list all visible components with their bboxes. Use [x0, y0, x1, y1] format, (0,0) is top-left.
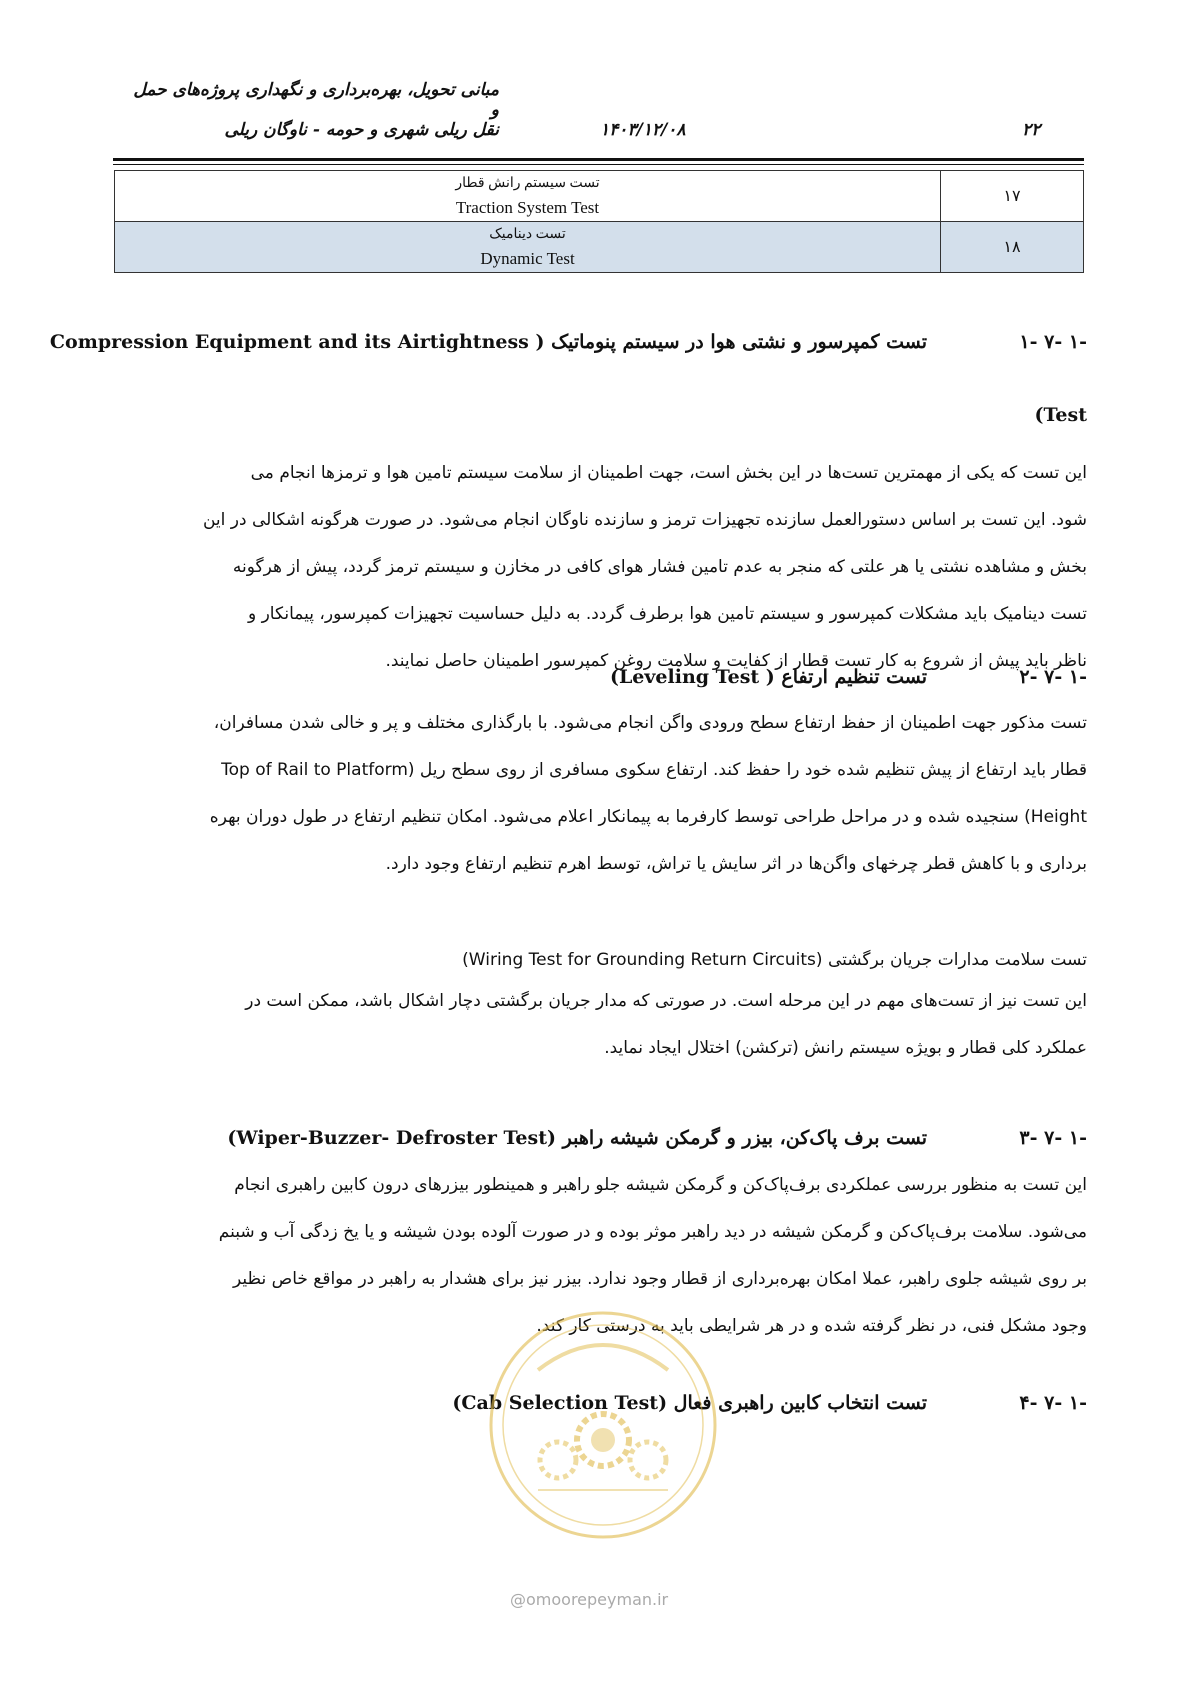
paragraph-line: تست مذکور جهت اطمینان از حفظ ارتفاع سطح ورودی واگن انجام می‌شود. با بارگذاری مختلف و پر و خالی شدن مسافران،	[213, 713, 1087, 733]
section-heading	[49, 327, 1087, 357]
section-heading	[120, 662, 1087, 692]
header-row	[0, 120, 1191, 146]
paragraph-line: وجود مشکل فنی، در نظر گرفته شده و در هر شرایطی باید به درستی کار کند.	[536, 1316, 1087, 1336]
section-number: -۱ -۷ -۳	[1019, 1127, 1087, 1149]
table-row	[115, 171, 1084, 222]
section-paragraph	[114, 700, 1087, 888]
header-date: ۱۴۰۳/۱۲/۰۸	[600, 120, 686, 140]
table-cell-fa: تست دینامیک	[489, 227, 566, 242]
table-cell-fa: تست سیستم رانش قطار	[455, 176, 600, 191]
table-cell-en: Traction System Test	[455, 198, 600, 217]
section-title: تست تنظیم ارتفاع ( Leveling Test)	[609, 666, 927, 688]
paragraph-line: شود. این تست بر اساس دستورالعمل سازنده تجهیزات ترمز و سازنده ناوگان انجام می‌شود. در صورت هرگونه اشکالی در این	[202, 510, 1087, 530]
paragraph-line: عملکرد کلی قطار و بویژه سیستم رانش (ترکشن) اختلال ایجاد نماید.	[604, 1038, 1087, 1058]
paragraph-line: این تست به منظور بررسی عملکردی برف‌پاک‌کن و گرمکن شیشه جلو راهبر و همینطور بیزرهای درون کابین راهبری انجام	[234, 1175, 1087, 1195]
section-number: -۱ -۷ -۱	[1019, 331, 1087, 353]
watermark-url: @omoorepeyman.ir	[510, 1590, 669, 1609]
table-cell-number: ۱۷	[941, 171, 1084, 222]
header-title-line2: نقل ریلی شهری و حومه - ناوگان ریلی	[224, 120, 499, 140]
table-cell-description	[115, 171, 941, 222]
section-title: تست انتخاب کابین راهبری فعال (Cab Selection Test)	[452, 1392, 927, 1414]
paragraph-line: قطار باید ارتفاع از پیش تنظیم شده خود را حفظ کند. ارتفاع سکوی مسافری از روی سطح ریل (Top of Rail to Platform	[221, 760, 1087, 780]
section-paragraph	[114, 978, 1087, 1072]
header-title-line1: مبانی تحویل، بهره‌برداری و نگهداری پروژه‌های حمل و	[133, 80, 499, 120]
header-rule-thick	[113, 158, 1084, 161]
section-title: تست کمپرسور و نشتی هوا در سیستم پنوماتیک ( Compression Equipment and its Airtightness	[49, 331, 927, 353]
paragraph-line: بر روی شیشه جلوی راهبر، عملا امکان بهره‌برداری از قطار وجود ندارد. بیزر نیز برای هشدار به راهبر در مواقع خاص نظیر	[233, 1269, 1087, 1289]
paragraph-line: بخش و مشاهده نشتی یا هر علتی که منجر به عدم تامین فشار هوای کافی در مخازن و سیستم ترمز گردد، پیش از هرگونه	[232, 557, 1087, 577]
paragraph-line: تست دینامیک باید مشکلات کمپرسور و سیستم تامین هوا برطرف گردد. به دلیل حساسیت تجهیزات کمپرسور، پیمانکار و	[247, 604, 1087, 624]
section-number: -۱ -۷ -۲	[1019, 666, 1087, 688]
section-title-continuation: Test)	[1034, 404, 1087, 426]
paragraph-line: این تست نیز از تست‌های مهم در این مرحله است. در صورتی که مدار جریان برگشتی دچار اشکال باشد، ممکن است در	[245, 991, 1087, 1011]
table-cell-en: Dynamic Test	[480, 249, 575, 268]
paragraph-line: این تست که یکی از مهمترین تست‌ها در این بخش است، جهت اطمینان از سلامت سیستم تامین هوا و ترمزها انجام می	[250, 463, 1087, 483]
page-number: ۲۲	[1022, 120, 1041, 140]
paragraph-line: ناظر باید پیش از شروع به کار تست قطار از کفایت و سلامت روغن کمپرسور اطمینان حاصل نمایند.	[385, 651, 1087, 671]
section-number: -۱ -۷ -۴	[1019, 1392, 1087, 1414]
subheading-line: تست سلامت مدارات جریان برگشتی (Wiring Test for Grounding Return Circuits)	[462, 950, 1087, 970]
section-heading	[120, 1123, 1087, 1153]
test-table	[114, 170, 1084, 273]
paragraph-line: می‌شود. سلامت برف‌پاک‌کن و گرمکن شیشه در دید راهبر موثر بوده و در صورت آلوده بودن شیشه و یا یخ زدگی آب و شبنم	[218, 1222, 1087, 1242]
section-title: تست برف پاک‌کن، بیزر و گرمکن شیشه راهبر (Wiper-Buzzer- Defroster Test)	[227, 1127, 927, 1149]
table-row	[115, 222, 1084, 273]
paragraph-line: برداری و با کاهش قطر چرخهای واگن‌ها در اثر سایش یا تراش، توسط اهرم تنظیم ارتفاع وجود دارد.	[385, 854, 1087, 874]
table-cell-number: ۱۸	[941, 222, 1084, 273]
paragraph-line: Height) سنجیده شده و در مراحل طراحی توسط کارفرما به پیمانکار اعلام می‌شود. امکان تنظیم ارتفاع در طول دوران بهره	[209, 807, 1087, 827]
table-cell-description	[115, 222, 941, 273]
watermark-seal-logo	[478, 1300, 728, 1550]
section-paragraph	[114, 450, 1087, 685]
header-rule-thin	[113, 164, 1084, 165]
